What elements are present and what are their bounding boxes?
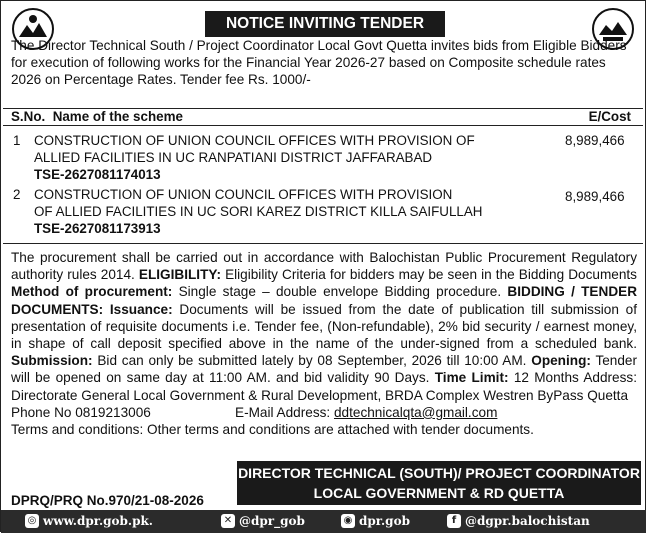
tse-number: TSE-2627081174013 xyxy=(34,167,161,182)
row-number: 2 xyxy=(13,187,21,202)
scheme-name: CONSTRUCTION OF UNION COUNCIL OFFICES WITH PROVISION OF ALLIED FACILITIES IN UC RANPATIANI DISTRICT JAFFARABAD TSE-2627081174013 xyxy=(34,132,504,183)
table-header xyxy=(3,108,643,126)
social-footer-bar xyxy=(1,510,646,533)
twitter-link[interactable]: ✕ @dpr_gob xyxy=(221,514,305,528)
tse-number: TSE-2627081173913 xyxy=(34,221,161,236)
phone-number: Phone No 0819213006 xyxy=(11,404,151,420)
terms-line: Terms and conditions: Other terms and conditions are attached with tender documents. xyxy=(11,422,534,438)
scheme-name: CONSTRUCTION OF UNION COUNCIL OFFICES WITH PROVISION OF ALLIED FACILITIES IN UC SORI KAREZ DISTRICT KILLA SAIFULLAH TSE-2627081173913 xyxy=(34,186,504,237)
email-link[interactable]: ddtechnicalqta@gmail.com xyxy=(333,404,498,420)
website-link[interactable]: ◎ www.dpr.gob.pk. xyxy=(25,514,153,528)
facebook-link[interactable]: f @dgpr.balochistan xyxy=(447,514,590,528)
estimated-cost: 8,989,466 xyxy=(565,133,625,148)
globe-icon: ◎ xyxy=(25,514,39,528)
signatory-box: DIRECTOR TECHNICAL (SOUTH)/ PROJECT COORDINATOR LOCAL GOVERNMENT & RD QUETTA xyxy=(237,461,641,505)
facebook-icon: f xyxy=(447,514,461,528)
header-ecost: E/Cost xyxy=(588,109,631,124)
reference-number: DPRQ/PRQ No.970/21-08-2026 xyxy=(11,493,204,508)
twitter-icon: ✕ xyxy=(221,514,235,528)
estimated-cost: 8,989,466 xyxy=(565,189,625,204)
instagram-icon: ◉ xyxy=(341,514,355,528)
tender-conditions: The procurement shall be carried out in accordance with Balochistan Public Procurement Regulatory authority rules 2014. ELIGIBILITY: Eligibility Criteria for bidders may be seen in the Bidding Documents Method of procurement: Single stage – double envelope Bidding procedure. BIDDING / TENDER DOCUMENTS: Issuance: Documents will be issued from the date of publication till submission of presentation of requisite documents i.e. Tender fee, (Non-refundable), 2% bid security / earnest money, in shape of call deposit specified above in the name of the under-signed from a scheduled bank. Submission: Bid can only be submitted lately by 08 September, 2026 till 10:00 AM. Opening: Tender will be opened on same day at 11:00 AM. and bid validity 90 Days. Time Limit: 12 Months Address: Directorate General Local Government & Rural Development, BRDA Complex Westren ByPass Quetta Phone No 0819213006 E-Mail Address: ddtechnicalqta@gmail.com Terms and conditions: Other terms and conditions are attached with tender documents. xyxy=(11,250,638,438)
intro-paragraph: The Director Technical South / Project Coordinator Local Govt Quetta invites bids from Eligible Bidders for execution of following works for the Financial Year 2026-27 based on Composite schedule rates 2026 on Percentage Rates. Tender fee Rs. 1000/- xyxy=(11,38,627,87)
notice-title: NOTICE INVITING TENDER xyxy=(205,11,445,37)
instagram-link[interactable]: ◉ dpr.gob xyxy=(341,514,410,528)
header-sno-and-name: S.No. Name of the scheme xyxy=(11,109,183,124)
row-number: 1 xyxy=(13,133,21,148)
contact-line: Phone No 0819213006 E-Mail Address: ddtechnicalqta@gmail.com xyxy=(11,404,498,420)
section-divider xyxy=(3,243,643,244)
